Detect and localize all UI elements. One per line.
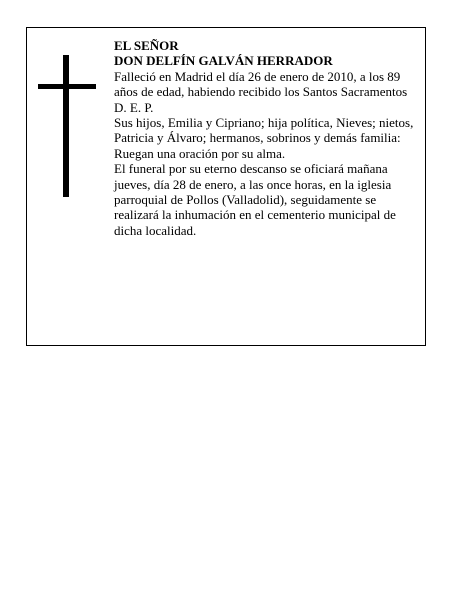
death-info: Falleció en Madrid el día 26 de enero de 2010, a los 89 años de edad, habiendo recibido los Santos Sacramentos xyxy=(114,68,408,100)
rip-abbreviation: D. E. P. xyxy=(114,99,154,115)
cross-vertical-bar xyxy=(63,55,69,197)
obituary-text xyxy=(114,38,416,238)
title-line-1: EL SEÑOR xyxy=(114,38,179,53)
cross-horizontal-bar xyxy=(38,84,96,89)
family-list: Sus hijos, Emilia y Cipriano; hija política, Nieves; nietos, Patricia y Álvaro; hermanos, sobrinos y demás familia: xyxy=(114,115,414,146)
cross-icon xyxy=(38,55,96,197)
funeral-info: El funeral por su eterno descanso se oficiará mañana jueves, día 28 de enero, a las once horas, en la iglesia parroquial de Pollos (Valladolid), seguidamente se realizará la inhumación en el cementerio municipal de dicha localidad. xyxy=(114,161,396,238)
prayer-request: Ruegan una oración por su alma. xyxy=(114,145,286,161)
deceased-name: DON DELFÍN GALVÁN HERRADOR xyxy=(114,53,333,69)
